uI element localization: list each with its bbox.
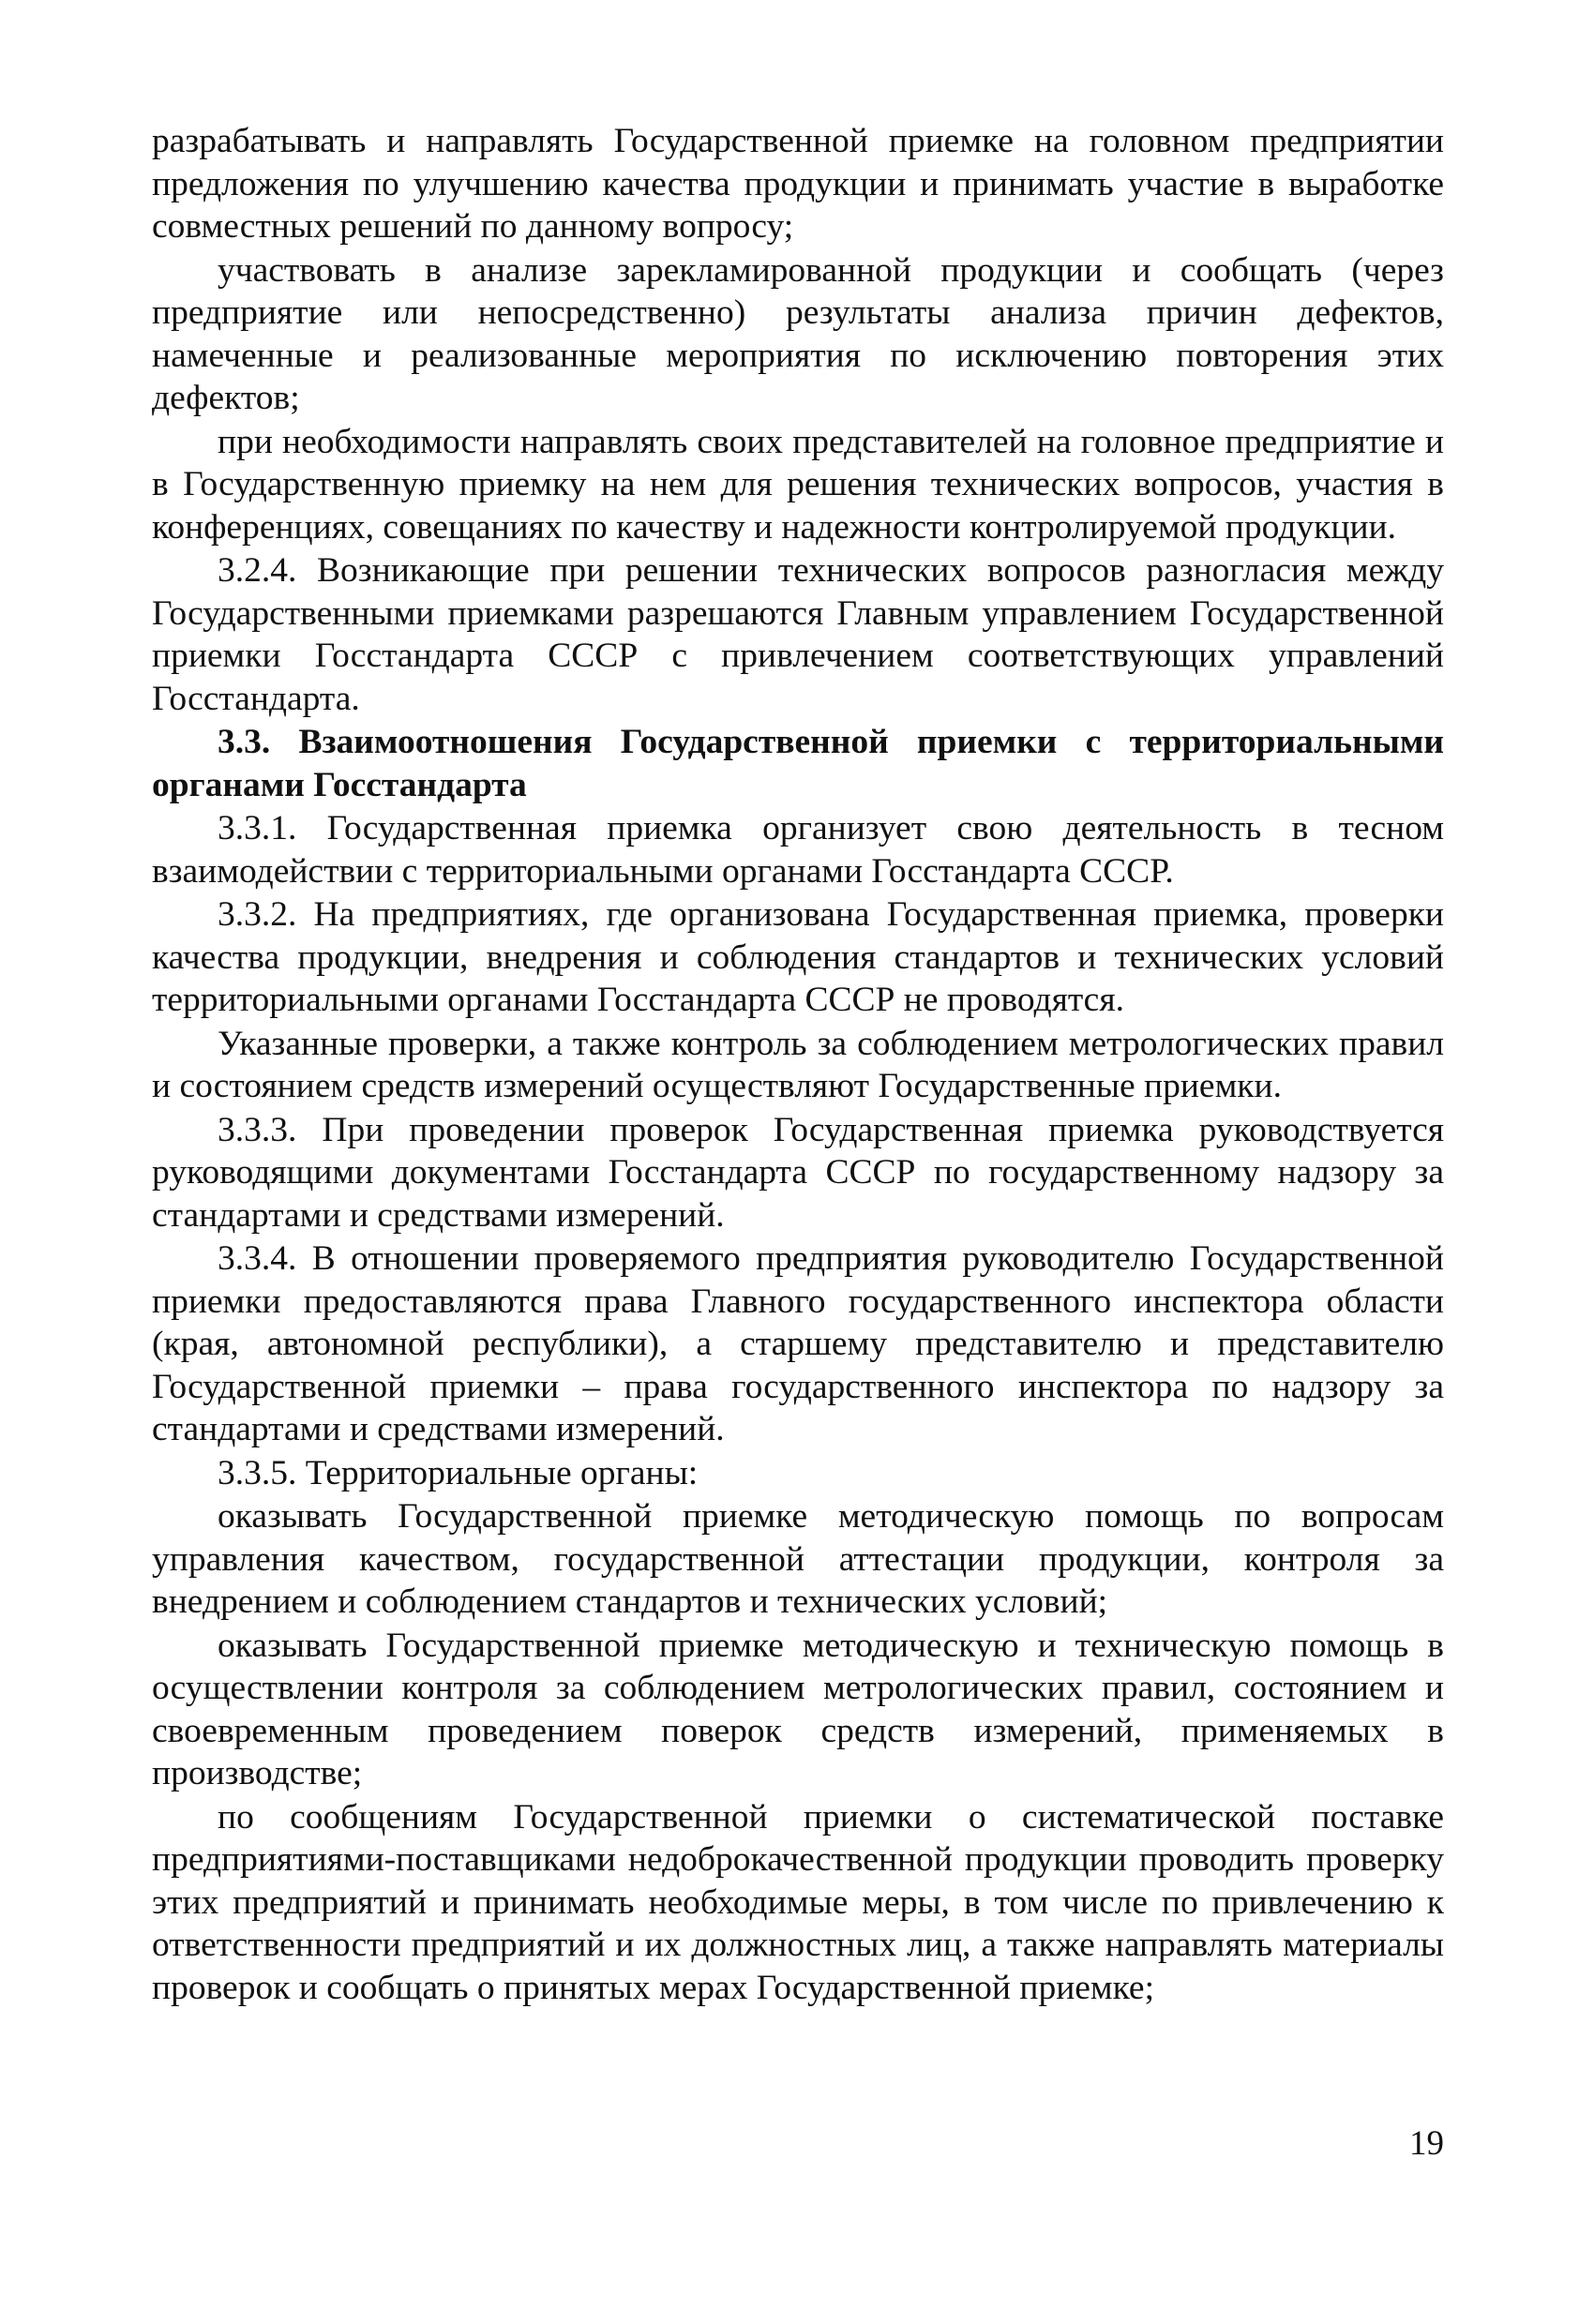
paragraph-supplier-checks: по сообщениям Государственной приемки о систематической поставке предприятиями-поставщиками недоброкачественной продукции проводить проверку этих предприятий и принимать необходимые меры, в том числе по привлечению к ответственности предприятий и их должностных лиц, а также направлять материалы проверок и сообщать о принятых мерах Государственной приемке; <box>152 1797 1444 2007</box>
document-page <box>152 120 1444 2276</box>
paragraph-developing-proposals: разрабатывать и направлять Государственной приемке на головном предприятии предложения по улучшению качества продукции и принимать участие в выработке совместных решений по данному вопросу; <box>152 122 1444 246</box>
paragraph-3-3-4: 3.3.4. В отношении проверяемого предприятия руководителю Государственной приемки предоставляются права Главного государственного инспектора области (края, автономной республики), а старшему представителю и представителю Государственной приемки – права государственного инспектора по надзору за стандартами и средствами измерений. <box>152 1239 1444 1448</box>
paragraph-inspections-metrology: Указанные проверки, а также контроль за соблюдением метрологических правил и состоянием средств измерений осуществляют Государственные приемки. <box>152 1024 1444 1105</box>
paragraph-3-3-1: 3.3.1. Государственная приемка организует свою деятельность в тесном взаимодействии с территориальными органами Госстандарта СССР. <box>152 809 1444 891</box>
paragraph-complaint-analysis: участвовать в анализе зарекламированной продукции и сообщать (через предприятие или непосредственно) результаты анализа причин дефектов, намеченные и реализованные мероприятия по исключению повторения этих дефектов; <box>152 250 1444 417</box>
paragraph-3-2-4: 3.2.4. Возникающие при решении технических вопросов разногласия между Государственными приемками разрешаются Главным управлением Государственной приемки Госстандарта СССР с привлечением соответствующих управлений Госстандарта. <box>152 551 1444 718</box>
paragraph-sending-representatives: при необходимости направлять своих представителей на головное предприятие и в Государственную приемку на нем для решения технических вопросов, участия в конференциях, совещаниях по качеству и надежности контролируемой продукции. <box>152 422 1444 547</box>
paragraph-3-3-3: 3.3.3. При проведении проверок Государственная приемка руководствуется руководящими документами Госстандарта СССР по государственному надзору за стандартами и средствами измерений. <box>152 1110 1444 1235</box>
section-heading-3-3: 3.3. Взаимоотношения Государственной приемки с территориальными органами Госстандарта <box>152 723 1444 804</box>
paragraph-technical-help: оказывать Государственной приемке методическую и техническую помощь в осуществлении контроля за соблюдением метрологических правил, состоянием и своевременным проведением поверок средств измерений, применяемых в производстве; <box>152 1626 1444 1792</box>
page-number: 19 <box>1409 2124 1444 2163</box>
paragraph-methodological-help: оказывать Государственной приемке методическую помощь по вопросам управления качеством, государственной аттестации продукции, контроля за внедрением и соблюдением стандартов и технических условий; <box>152 1497 1444 1621</box>
paragraph-3-3-5: 3.3.5. Территориальные органы: <box>218 1453 699 1492</box>
paragraph-3-3-2: 3.3.2. На предприятиях, где организована Государственная приемка, проверки качества продукции, внедрения и соблюдения стандартов и технических условий территориальными органами Госстандарта СССР не проводятся. <box>152 895 1444 1019</box>
